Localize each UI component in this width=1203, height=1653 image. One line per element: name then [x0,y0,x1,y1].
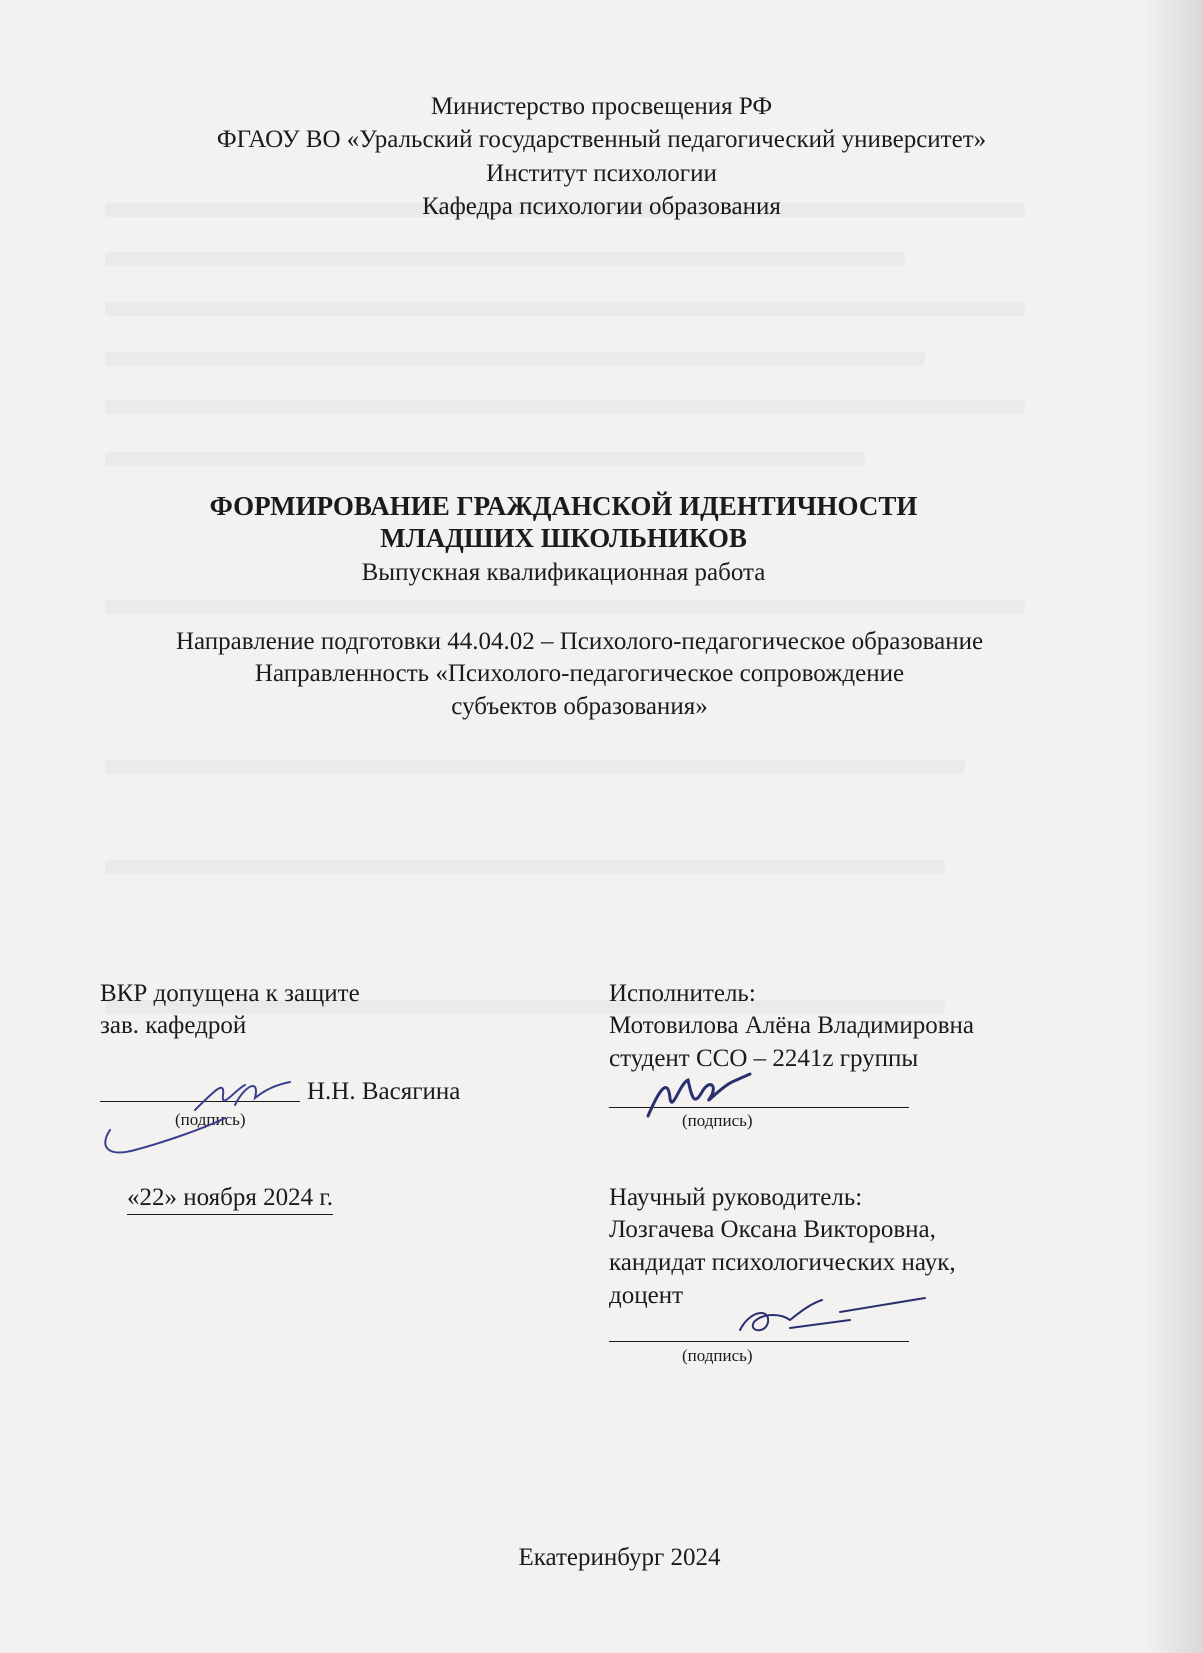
executor-group: студент ССО – 2241z группы [609,1045,919,1072]
supervisor-name: Лозгачева Оксана Викторовна, [609,1216,936,1243]
supervisor-signature-mark [730,1290,930,1350]
institute-line: Институт психологии [486,160,717,187]
executor-signature-mark [640,1068,760,1128]
city-year: Екатеринбург 2024 [518,1544,721,1571]
admission-line-1: ВКР допущена к защите [100,980,360,1007]
supervisor-signature-caption: (подпись) [682,1346,753,1365]
university-line: ФГАОУ ВО «Уральский государственный педагогический университет» [216,126,987,153]
bleed-through-line [105,352,925,366]
executor-name: Мотовилова Алёна Владимировна [609,1012,975,1039]
department-line: Кафедра психологии образования [422,193,781,220]
ministry-line: Министерство просвещения РФ [430,93,773,120]
page-edge-shadow [1143,0,1203,1653]
focus-line-1: Направленность «Психолого-педагогическое сопровождение [254,660,905,687]
supervisor-rank: доцент [609,1282,683,1309]
head-signature-caption: (подпись) [175,1110,246,1129]
bleed-through-line [105,400,1025,414]
focus-line-2: субъектов образования» [451,693,708,720]
admission-date [127,1182,333,1215]
executor-signature-caption: (подпись) [682,1111,753,1130]
bleed-through-line [105,452,865,466]
supervisor-degree: кандидат психологических наук, [609,1249,956,1276]
bleed-through-line [105,252,905,266]
direction-line: Направление подготовки 44.04.02 – Психолого-педагогическое образование [175,628,984,655]
work-type: Выпускная квалификационная работа [361,559,766,586]
work-title-line-2: МЛАДШИХ ШКОЛЬНИКОВ [380,523,747,553]
bleed-through-line [105,600,1025,614]
work-title-line-1: ФОРМИРОВАНИЕ ГРАЖДАНСКОЙ ИДЕНТИЧНОСТИ [209,491,918,521]
head-name: Н.Н. Васягина [307,1078,461,1105]
executor-label: Исполнитель: [609,980,756,1007]
bleed-through-line [105,860,945,874]
admission-date-text: «22» ноября 2024 г. [127,1182,333,1215]
supervisor-label: Научный руководитель: [609,1184,863,1211]
admission-line-2: зав. кафедрой [100,1012,247,1039]
bleed-through-line [105,302,1025,316]
bleed-through-line [105,760,965,774]
head-signature-mark [95,1050,325,1160]
